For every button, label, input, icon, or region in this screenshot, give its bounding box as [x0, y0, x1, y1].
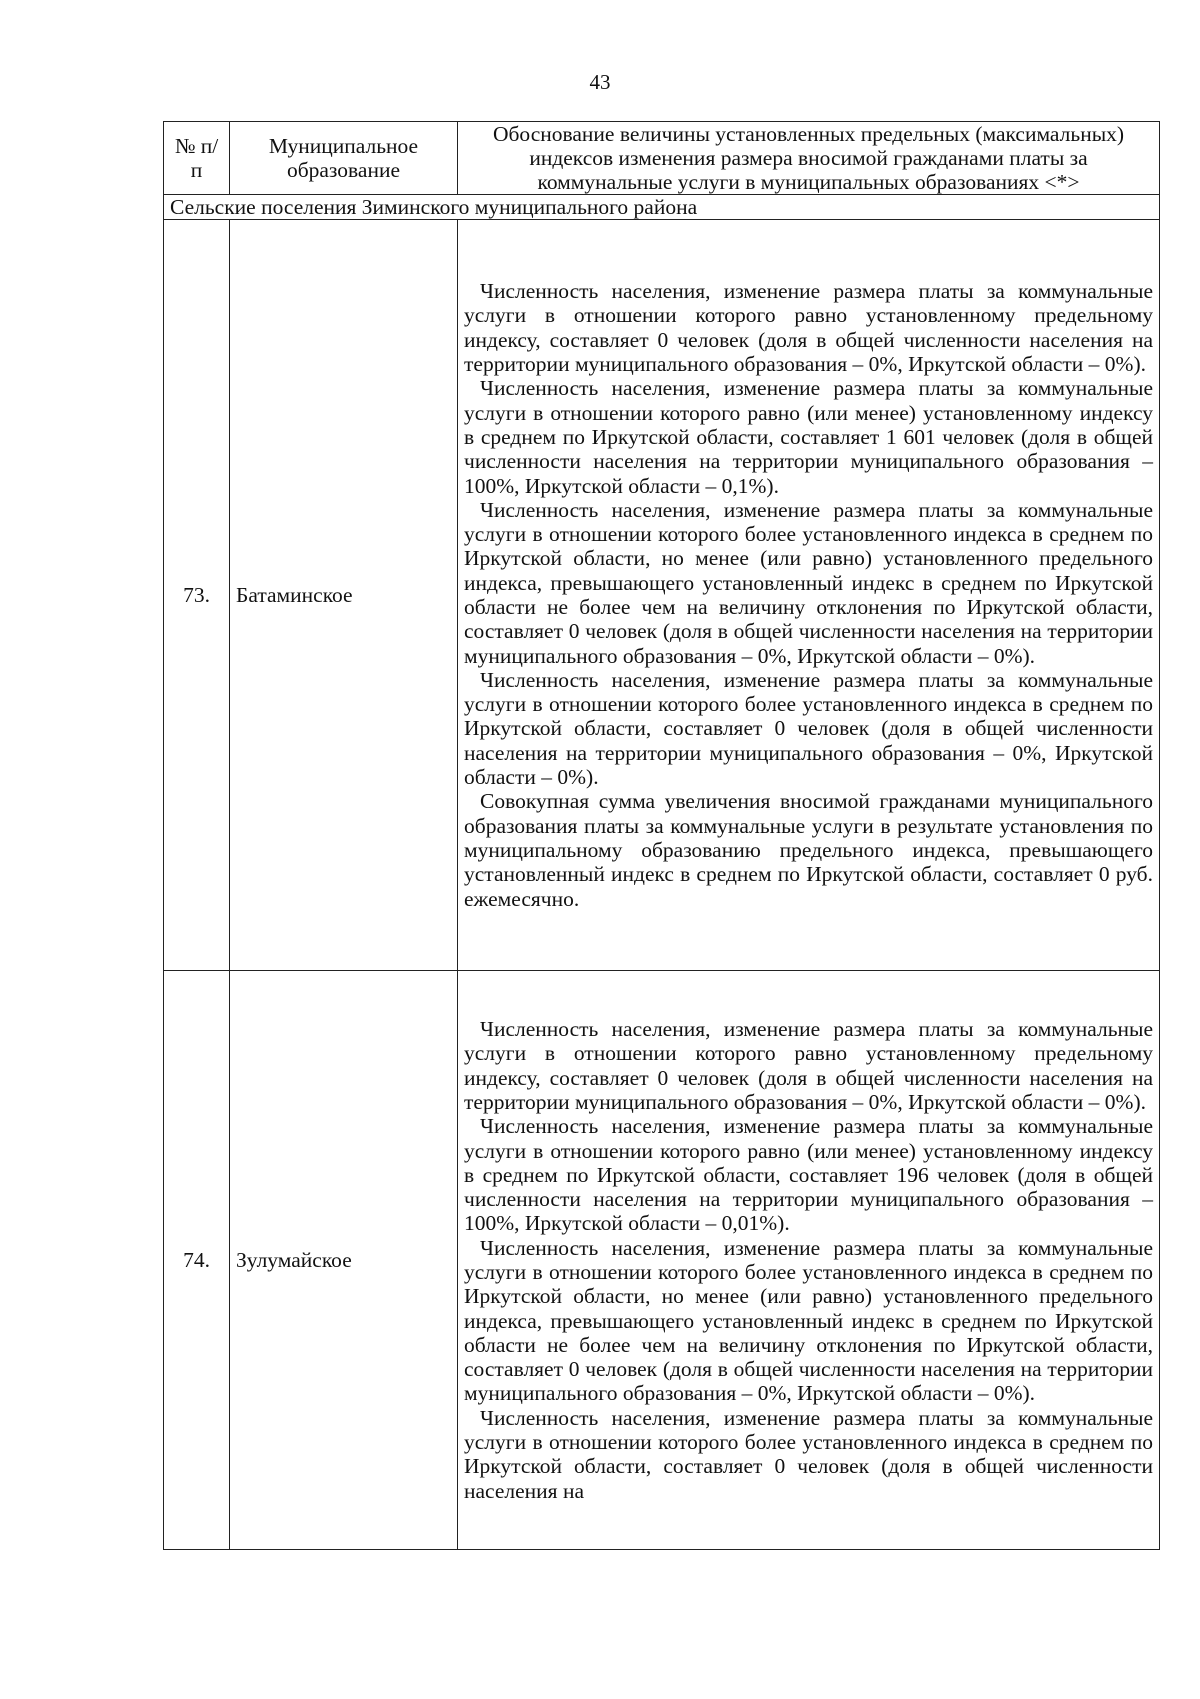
table-header-row: [164, 122, 1160, 195]
justification-cell: [458, 971, 1160, 1550]
justification-paragraph: Численность населения, изменение размера платы за коммунальные услуги в отношении которого равно (или менее) установленному индексу в среднем по Иркутской области, составляет 196 человек (доля в общей численности населения на территории муниципального образования – 100%, Иркутской области – 0,01%).: [464, 1114, 1153, 1236]
section-title: Сельские поселения Зиминского муниципального района: [164, 195, 1160, 220]
table-row: [164, 971, 1160, 1550]
section-row: [164, 195, 1160, 220]
header-number: № п/п: [164, 122, 230, 195]
justification-paragraph: Совокупная сумма увеличения вносимой гражданами муниципального образования платы за коммунальные услуги в результате установления по муниципальному образованию предельного индекса, превышающего установленный индекс в среднем по Иркутской области, составляет 0 руб. ежемесячно.: [464, 789, 1153, 911]
row-number: 74.: [164, 971, 230, 1550]
justification-cell: [458, 220, 1160, 971]
municipality-name: Зулумайское: [230, 971, 458, 1550]
header-municipality: Муниципальное образование: [230, 122, 458, 195]
indices-table: [163, 121, 1160, 1550]
table-row: [164, 220, 1160, 971]
justification-paragraph: Численность населения, изменение размера платы за коммунальные услуги в отношении которого равно (или менее) установленному индексу в среднем по Иркутской области, составляет 1 601 человек (доля в общей численности населения на территории муниципального образования – 100%, Иркутской области – 0,1%).: [464, 376, 1153, 498]
justification-paragraph: Численность населения, изменение размера платы за коммунальные услуги в отношении которого более установленного индекса в среднем по Иркутской области, составляет 0 человек (доля в общей численности населения на: [464, 1405, 1153, 1503]
justification-paragraph: Численность населения, изменение размера платы за коммунальные услуги в отношении которого равно установленному предельному индексу, составляет 0 человек (доля в общей численности населения на территории муниципального образования – 0%, Иркутской области – 0%).: [464, 1017, 1153, 1114]
row-number: 73.: [164, 220, 230, 971]
justification-paragraph: Численность населения, изменение размера платы за коммунальные услуги в отношении которого более установленного индекса в среднем по Иркутской области, но менее (или равно) установленного предельного индекса, превышающего установленный индекс в среднем по Иркутской области не более чем на величину отклонения по Иркутской области, составляет 0 человек (доля в общей численности населения на территории муниципального образования – 0%, Иркутской области – 0%).: [464, 497, 1153, 668]
header-justification: Обоснование величины установленных предельных (максимальных) индексов изменения размера вносимой гражданами платы за коммунальные услуги в муниципальных образованиях <*>: [458, 122, 1160, 195]
justification-paragraph: Численность населения, изменение размера платы за коммунальные услуги в отношении которого более установленного индекса в среднем по Иркутской области, но менее (или равно) установленного предельного индекса, превышающего установленный индекс в среднем по Иркутской области не более чем на величину отклонения по Иркутской области, составляет 0 человек (доля в общей численности населения на территории муниципального образования – 0%, Иркутской области – 0%).: [464, 1235, 1153, 1406]
justification-paragraph: Численность населения, изменение размера платы за коммунальные услуги в отношении которого равно установленному предельному индексу, составляет 0 человек (доля в общей численности населения на территории муниципального образования – 0%, Иркутской области – 0%).: [464, 279, 1153, 377]
justification-paragraph: Численность населения, изменение размера платы за коммунальные услуги в отношении которого более установленного индекса в среднем по Иркутской области, составляет 0 человек (доля в общей численности населения на территории муниципального образования – 0%, Иркутской области – 0%).: [464, 667, 1153, 790]
page-number: 43: [589, 70, 611, 94]
municipality-name: Батаминское: [230, 220, 458, 971]
